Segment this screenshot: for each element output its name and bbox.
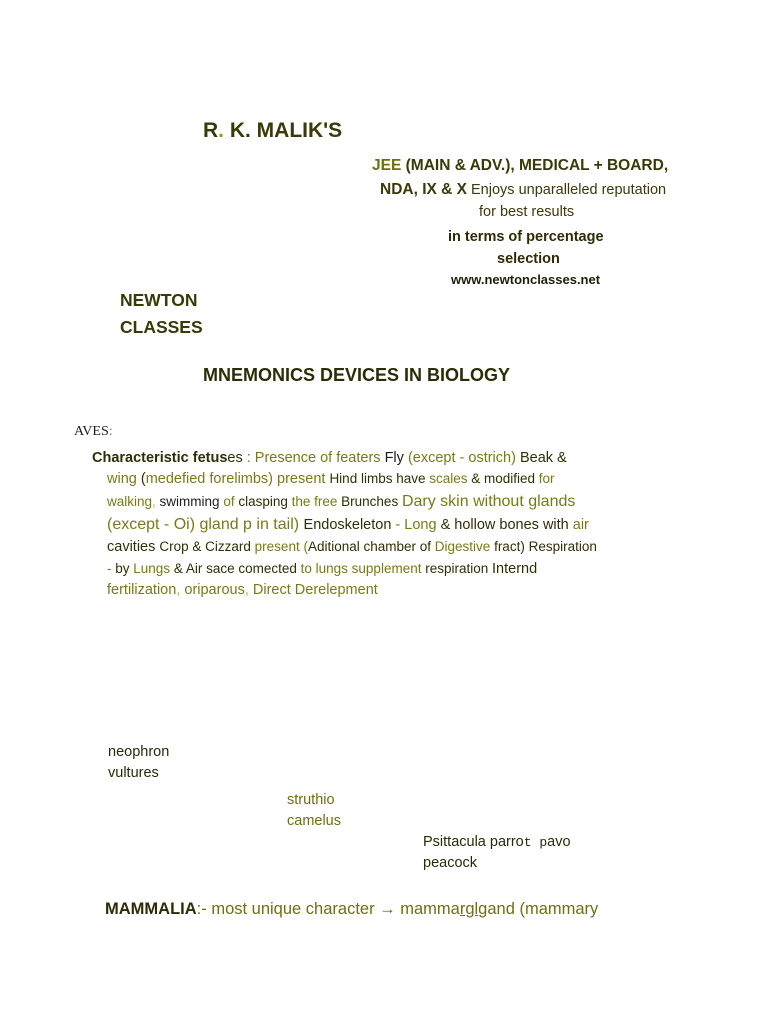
text-fragment: walking bbox=[107, 494, 153, 509]
text-fragment: es bbox=[227, 450, 243, 466]
header-line-percentage: in terms of percentage bbox=[448, 229, 604, 245]
text-fragment: (except - Oi) gland p in tail) bbox=[107, 516, 304, 533]
text-fragment: Brunches bbox=[341, 494, 402, 509]
aves-colon: : bbox=[108, 424, 113, 439]
text-fragment: air bbox=[572, 517, 589, 533]
text-fragment: Lungs bbox=[133, 561, 174, 576]
aves-text-line-2 bbox=[107, 471, 555, 487]
title-dot: . bbox=[218, 119, 225, 142]
bird-example-neophron bbox=[108, 742, 169, 784]
header-line-courses bbox=[372, 157, 668, 175]
text-fragment: Fly bbox=[384, 450, 404, 466]
header-line-reputation bbox=[380, 181, 666, 199]
aves-text-line-5 bbox=[107, 539, 597, 555]
text-fragment: Aditional chamber of bbox=[307, 539, 435, 554]
classes-word: CLASSES bbox=[120, 317, 203, 337]
header-line-results: for best results bbox=[479, 204, 575, 220]
bird-common-name: vultures bbox=[108, 765, 159, 781]
text-fragment: Hind limbs have bbox=[329, 471, 430, 486]
text-fragment: & Air sace comected bbox=[173, 561, 301, 576]
header-jee: JEE bbox=[372, 157, 402, 174]
bird-species: camelus bbox=[287, 813, 341, 829]
text-fragment: - Long bbox=[391, 517, 441, 533]
page-heading: MNEMONICS DEVICES IN BIOLOGY bbox=[203, 365, 511, 385]
text-fragment: wing bbox=[107, 471, 137, 487]
text-fragment: : Presence of featers bbox=[242, 450, 385, 466]
text-fragment: Dary skin without glands bbox=[401, 493, 576, 510]
text-fragment: Psittacula parro bbox=[423, 834, 524, 850]
text-fragment: , bbox=[176, 582, 185, 598]
header-line2-bold: NDA, IX & X bbox=[380, 181, 467, 198]
aves-text-line-6 bbox=[107, 561, 537, 577]
text-fragment: lungs supplement bbox=[315, 561, 426, 576]
text-fragment: swimming bbox=[159, 494, 224, 509]
text-fragment: fract) Respiration bbox=[494, 539, 597, 554]
text-fragment: t p bbox=[523, 835, 548, 850]
text-fragment: rgl bbox=[459, 900, 479, 918]
text-fragment: & hollow bones with bbox=[440, 517, 573, 533]
text-fragment: , bbox=[244, 582, 253, 598]
header-line2-rest: Enjoys unparalleled reputation bbox=[466, 182, 667, 198]
text-fragment: ( bbox=[136, 471, 146, 487]
section-label-aves bbox=[74, 424, 113, 440]
text-fragment: Endoskeleton bbox=[303, 517, 392, 533]
text-fragment: of bbox=[223, 494, 239, 509]
title-letter-r: R bbox=[203, 119, 219, 142]
bird-example-psittacula bbox=[423, 832, 571, 874]
bird-genus: struthio bbox=[287, 792, 335, 808]
bird-common-name: peacock bbox=[423, 855, 478, 871]
newton-word: NEWTON bbox=[120, 290, 198, 310]
text-fragment: & modified bbox=[467, 471, 539, 486]
bird-names-line bbox=[423, 832, 571, 853]
text-fragment: cavities bbox=[107, 539, 160, 555]
text-fragment: Beak & bbox=[519, 450, 567, 466]
title-rest: K. MALIK'S bbox=[224, 119, 343, 142]
text-fragment: fertilization bbox=[107, 582, 177, 598]
bird-genus: neophron bbox=[108, 744, 170, 760]
text-fragment: to bbox=[300, 561, 316, 576]
text-fragment: Crop & Cizzard bbox=[159, 539, 255, 554]
text-fragment: respiration bbox=[425, 561, 493, 576]
text-fragment: scales bbox=[429, 471, 468, 486]
text-fragment: Direct Derelepment bbox=[252, 582, 378, 598]
text-fragment: medefied forelimbs) present bbox=[145, 471, 330, 487]
characteristic-features-label: Characteristic fetus bbox=[92, 450, 228, 466]
text-fragment: - bbox=[107, 561, 116, 576]
aves-text-line-7 bbox=[107, 582, 378, 598]
bird-example-struthio bbox=[287, 790, 341, 832]
institute-title bbox=[203, 119, 342, 143]
text-fragment: present ( bbox=[254, 539, 308, 554]
aves-text-line-4 bbox=[107, 516, 589, 534]
text-fragment: the free bbox=[291, 494, 342, 509]
website-link[interactable]: www.newtonclasses.net bbox=[451, 272, 601, 287]
text-fragment: , bbox=[152, 494, 160, 509]
text-fragment: Internd bbox=[492, 561, 538, 577]
text-fragment: oriparous bbox=[184, 582, 245, 598]
text-fragment: for bbox=[538, 471, 555, 486]
aves-text-line-3 bbox=[107, 493, 575, 511]
text-fragment: :- most unique character → mamma bbox=[196, 900, 460, 918]
section-mammalia bbox=[105, 900, 598, 919]
text-fragment: clasping bbox=[238, 494, 292, 509]
aves-label: AVES bbox=[74, 424, 109, 439]
header-line-selection: selection bbox=[497, 251, 560, 267]
header-line1-rest: (MAIN & ADV.), MEDICAL + BOARD, bbox=[401, 157, 669, 174]
text-fragment: Digestive bbox=[434, 539, 495, 554]
text-fragment: gand (mammary bbox=[478, 900, 599, 918]
aves-text-line-1 bbox=[92, 450, 567, 466]
text-fragment: (except - ostrich) bbox=[403, 450, 520, 466]
text-fragment: by bbox=[115, 561, 134, 576]
mammalia-label: MAMMALIA bbox=[105, 900, 197, 918]
text-fragment: avo bbox=[547, 834, 571, 850]
newton-classes-logo-text bbox=[120, 287, 203, 341]
